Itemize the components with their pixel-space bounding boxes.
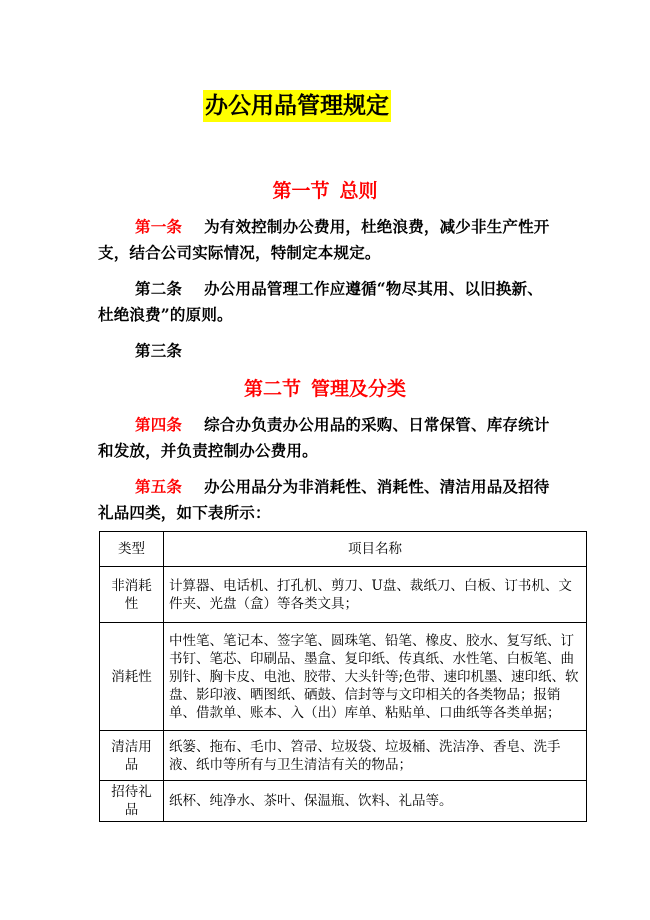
table-row [100,781,587,822]
table-row [100,623,587,731]
section-title: 管理及分类 [311,378,407,400]
row-items: 纸篓、拖布、毛巾、笤帚、垃圾袋、垃圾桶、洗洁净、香皂、洗手液、纸巾等所有与卫生清洁有关的物品； [164,731,587,781]
row-items: 中性笔、笔记本、签字笔、圆珠笔、铅笔、橡皮、胶水、复写纸、订书钉、笔芯、印刷品、墨盒、复印纸、传真纸、水性笔、白板笔、曲别针、胸卡皮、电池、胶带、大头针等;色带、速印机墨、速印纸、软盘、影印液、晒图纸、硒鼓、信封等与文印相关的各类物品；报销单、借款单、账本、入（出）库单、粘贴单、口曲纸等各类单据； [164,623,587,731]
article-text: 办公用品管理工作应遵循“物尽其用、以旧换新、杜绝浪费”的原则。 [98,279,543,324]
article-4 [98,412,556,464]
row-items: 计算器、电话机、打孔机、剪刀、U盘、裁纸刀、白板、订书机、文件夹、光盘（盒）等各类文具； [164,567,587,623]
supplies-table [99,531,587,822]
section-number: 第二节 [243,378,301,400]
article-text: 综合办负责办公用品的采购、日常保管、库存统计和发放，并负责控制办公费用。 [98,415,550,460]
article-3 [98,338,556,364]
row-type: 清洁用品 [100,731,164,781]
article-number: 第五条 [135,477,183,496]
article-number: 第三条 [135,341,183,360]
article-number: 第一条 [135,217,183,236]
article-number: 第二条 [135,279,183,298]
document-title: 办公用品管理规定 [203,90,391,122]
article-number: 第四条 [135,415,183,434]
section-heading-2 [0,376,650,402]
header-items: 项目名称 [164,532,587,567]
section-number: 第一节 [272,180,330,202]
row-type: 消耗性 [100,623,164,731]
article-1 [98,214,556,266]
table-row [100,567,587,623]
article-5 [98,474,556,526]
row-type: 招待礼品 [100,781,164,822]
section-heading-1 [0,178,650,204]
section-title: 总则 [339,180,378,202]
header-type: 类型 [100,532,164,567]
row-items: 纸杯、纯净水、茶叶、保温瓶、饮料、礼品等。 [164,781,587,822]
table-header-row [100,532,587,567]
article-text: 为有效控制办公费用，杜绝浪费，减少非生产性开支，结合公司实际情况，特制定本规定。 [98,217,550,262]
row-type: 非消耗性 [100,567,164,623]
table-row [100,731,587,781]
article-text: 办公用品分为非消耗性、消耗性、清洁用品及招待礼品四类，如下表所示： [98,477,550,522]
article-2 [98,276,556,328]
